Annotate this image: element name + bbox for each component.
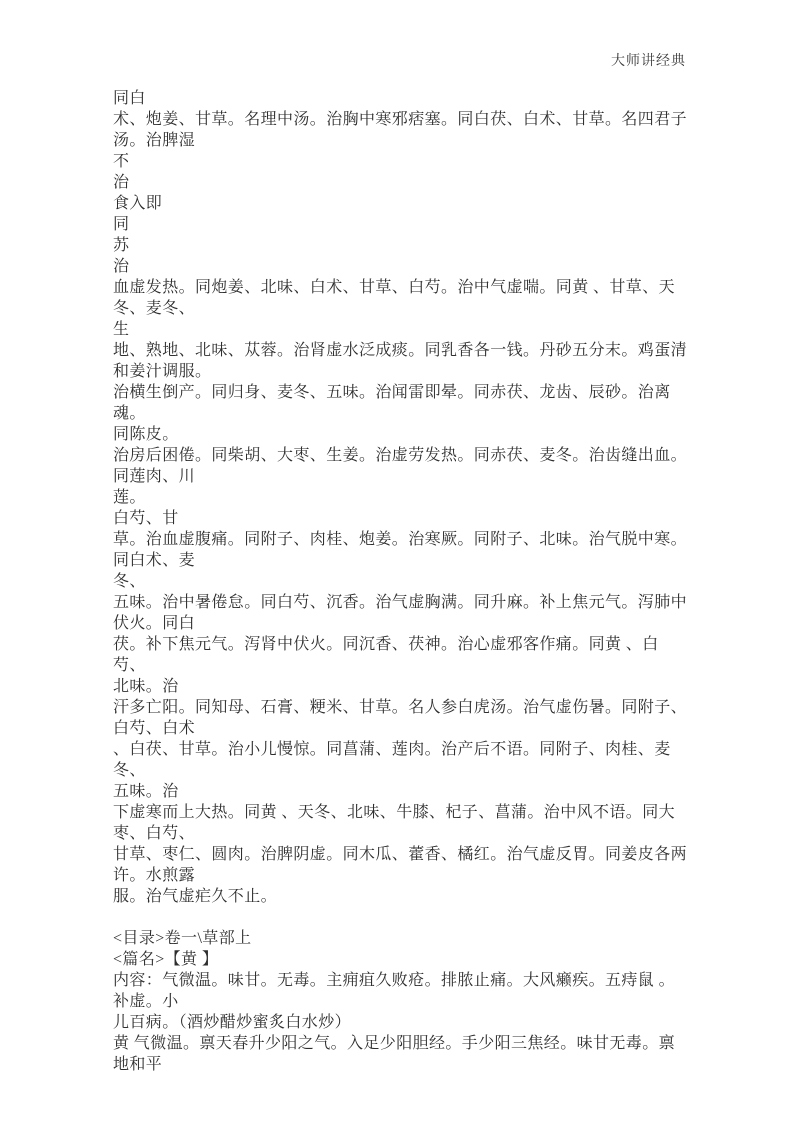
text-line: 冬、麦冬、 (113, 300, 196, 317)
text-line: 枣、白芍、 (113, 825, 196, 842)
text-line: 茯。补下焦元气。泻肾中伏火。同沉香、茯神。治心虚邪客作痛。同黄 、白芍、 (113, 636, 659, 674)
text-line: 北味。治 (113, 678, 179, 695)
text-line: 、白茯、甘草。治小儿慢惊。同菖蒲、莲肉。治产后不语。同附子、肉桂、麦冬、 (113, 741, 671, 779)
text-line: 白芍、甘 (113, 510, 179, 527)
text-line: 同 (113, 216, 130, 233)
text-line: 不 (113, 153, 130, 170)
text-line: 生 (113, 321, 130, 338)
text-line: 食入即 (113, 195, 163, 212)
text-line: 苏 (113, 237, 130, 254)
text-line: 五味。治中暑倦怠。同白芍、沉香。治气虚胸满。同升麻。补上焦元气。泻肺中 (113, 594, 688, 611)
blank-line (113, 907, 691, 928)
text-line: 地和平 (113, 1056, 163, 1073)
text-line: 伏火。同白 (113, 615, 196, 632)
text-line: 白芍、白术 (113, 720, 196, 737)
text-line: <目录>卷一\草部上 (113, 930, 252, 947)
text-line: 治 (113, 258, 130, 275)
text-line: <篇名>【黄 】 (113, 951, 219, 968)
text-line: 术、炮姜、甘草。名理中汤。治胸中寒邪痞塞。同白茯、白术、甘草。名四君子 (113, 111, 688, 128)
text-line: 同白术、麦 (113, 552, 196, 569)
text-line: 内容：气微温。味甘。无毒。主痈疽久败疮。排脓止痛。大风癞疾。五痔鼠 。 (113, 972, 676, 989)
header-brand-text: 大师讲经典 (611, 54, 686, 69)
text-line: 地、熟地、北味、苁蓉。治肾虚水泛成痰。同乳香各一钱。丹砂五分末。鸡蛋清 (113, 342, 688, 359)
text-line: 五味。治 (113, 783, 179, 800)
text-line: 冬、 (113, 573, 146, 590)
text-line: 甘草、枣仁、圆肉。治脾阴虚。同木瓜、藿香、橘红。治气虚反胃。同姜皮各两 (113, 846, 688, 863)
document-body (113, 88, 691, 1075)
text-line: 汗多亡阳。同知母、石膏、粳米、甘草。名人参白虎汤。治气虚伤暑。同附子、 (113, 699, 688, 716)
text-line: 治房后困倦。同柴胡、大枣、生姜。治虚劳发热。同赤茯、麦冬。治齿缝出血。 (113, 447, 688, 464)
text-line: 服。治气虚疟久不止。 (113, 888, 278, 905)
text-line: 草。治血虚腹痛。同附子、肉桂、炮姜。治寒厥。同附子、北味。治气脱中寒。 (113, 531, 688, 548)
text-line: 莲。 (113, 489, 146, 506)
text-line: 同莲肉、川 (113, 468, 196, 485)
text-line: 治 (113, 174, 130, 191)
text-line: 许。水煎露 (113, 867, 196, 884)
text-line: 治横生倒产。同归身、麦冬、五味。治闻雷即晕。同赤茯、龙齿、辰砂。治离魂。 (113, 384, 671, 422)
text-line: 补虚。小 (113, 993, 179, 1010)
text-line: 下虚寒而上大热。同黄 、天冬、北味、牛膝、杞子、菖蒲。治中风不语。同大 (113, 804, 676, 821)
text-line: 汤。治脾湿 (113, 132, 196, 149)
text-line: 黄 气微温。禀天春升少阳之气。入足少阳胆经。手少阳三焦经。味甘无毒。禀 (113, 1035, 676, 1052)
text-line: 同白 (113, 90, 146, 107)
text-line: 儿百病。（酒炒醋炒蜜炙白水炒） (113, 1014, 352, 1031)
text-line: 血虚发热。同炮姜、北味、白术、甘草、白芍。治中气虚喘。同黄 、甘草、天 (113, 279, 676, 296)
text-line: 和姜汁调服。 (113, 363, 212, 380)
page-header (0, 52, 686, 72)
text-line: 同陈皮。 (113, 426, 179, 443)
